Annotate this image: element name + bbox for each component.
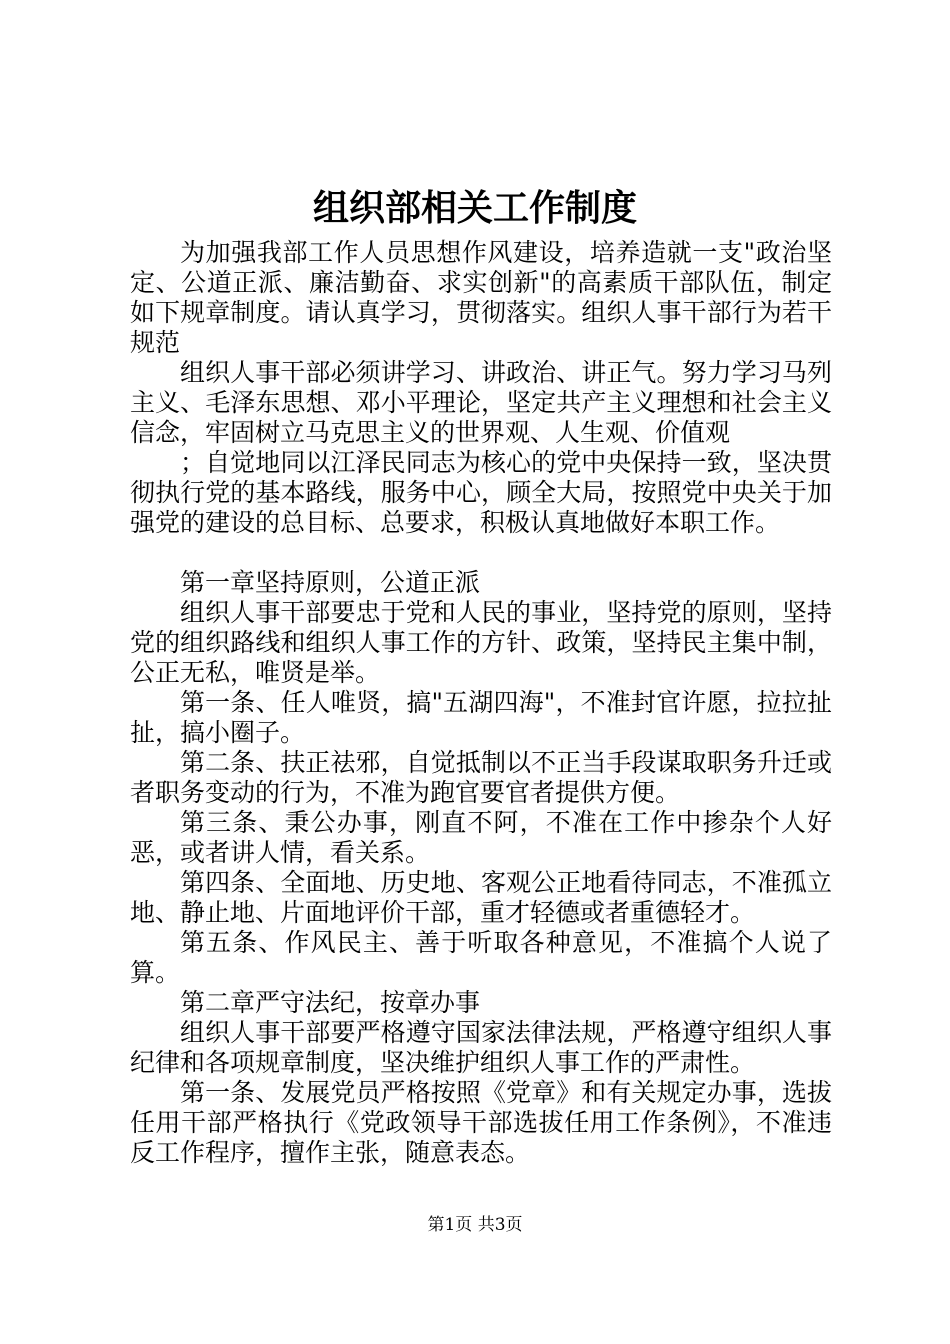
article: 第一条、任人唯贤，搞"五湖四海"，不准封官许愿，拉拉扯扯，搞小圈子。 (130, 688, 832, 747)
article: 第三条、秉公办事，刚直不阿，不准在工作中掺杂个人好恶，或者讲人情，看关系。 (130, 808, 832, 867)
paragraph: 组织人事干部要严格遵守国家法律法规，严格遵守组织人事纪律和各项规章制度，坚决维护组织人事工作的严肃性。 (130, 1018, 832, 1077)
chapter-heading: 第二章严守法纪，按章办事 (180, 988, 481, 1017)
article: 第一条、发展党员严格按照《党章》和有关规定办事，选拔任用干部严格执行《党政领导干部选拔任用工作条例》，不准违反工作程序，擅作主张，随意表态。 (130, 1078, 832, 1167)
paragraph: 组织人事干部必须讲学习、讲政治、讲正气。努力学习马列主义、毛泽东思想、邓小平理论，坚定共产主义理想和社会主义信念，牢固树立马克思主义的世界观、人生观、价值观 (130, 358, 832, 447)
paragraph: ；自觉地同以江泽民同志为核心的党中央保持一致，坚决贯彻执行党的基本路线，服务中心，顾全大局，按照党中央关于加强党的建设的总目标、总要求，积极认真地做好本职工作。 (130, 448, 832, 537)
chapter-heading: 第一章坚持原则，公道正派 (180, 568, 481, 597)
article: 第四条、全面地、历史地、客观公正地看待同志，不准孤立地、静止地、片面地评价干部，重才轻德或者重德轻才。 (130, 868, 832, 927)
paragraph: 组织人事干部要忠于党和人民的事业，坚持党的原则，坚持党的组织路线和组织人事工作的方针、政策，坚持民主集中制，公正无私，唯贤是举。 (130, 598, 832, 687)
page-footer: 第1页 共3页 (427, 1215, 523, 1235)
article: 第二条、扶正祛邪，自觉抵制以不正当手段谋取职务升迁或者职务变动的行为，不准为跑官要官者提供方便。 (130, 748, 832, 807)
document-title: 组织部相关工作制度 (312, 187, 637, 229)
document-body (130, 238, 832, 1168)
article: 第五条、作风民主、善于听取各种意见，不准搞个人说了算。 (130, 928, 832, 987)
paragraph-intro: 为加强我部工作人员思想作风建设，培养造就一支"政治坚定、公道正派、廉洁勤奋、求实创新"的高素质干部队伍，制定如下规章制度。请认真学习，贯彻落实。组织人事干部行为若干规范 (130, 238, 832, 357)
